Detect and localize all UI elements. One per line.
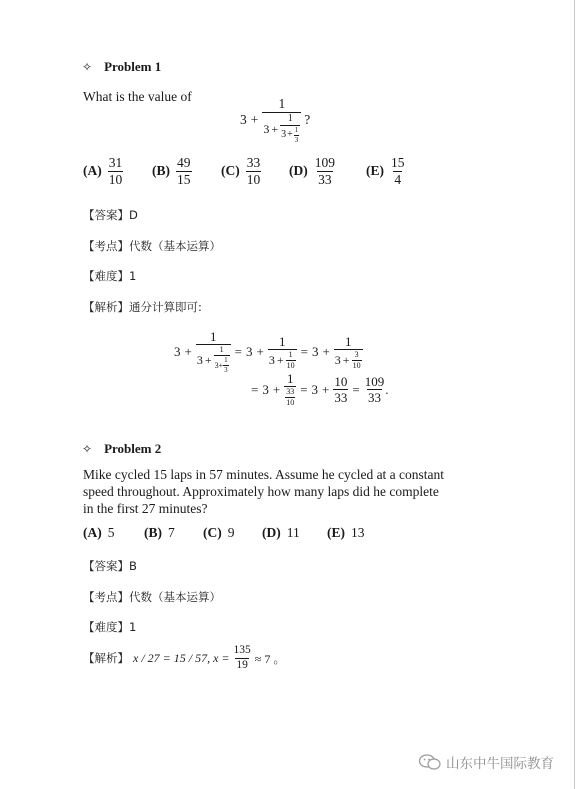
problem2-option-d[interactable]: (D) 11 [262,525,300,540]
watermark [418,752,554,772]
problem2-title: Problem 2 [104,441,162,456]
problem1-expression: 3 + 1 3 + 1 3 + $\frac{1}{3}$ ? [240,96,311,144]
problem2-option-c[interactable]: (C) 9 [203,525,235,540]
problem1-option-c[interactable]: (C) $\frac{33}{10}$ [221,155,261,187]
problem2-difficulty: 【难度】1 [83,620,137,634]
problem1-solution-line2: = 3 + $\frac{1}{\frac{33}{10}}$ = 3 + $\frac{10}{33}$ = $\frac{109}{33}$ . [251,371,389,407]
diamond-icon: ✧ [82,60,93,74]
problem1-solution-line1: 3 + 1 3 + 1 3 + $\frac{1}{3}$ = 3 + 1 3 + $\frac{1}{10}$ = 3 + 1 3 + $\frac{3}{10}$ [174,329,361,374]
problem2-question: Mike cycled 15 laps in 57 minutes. Assume he cycled at a constant speed throughout. Approximately how many laps did he complete in the first 27 minutes? [83,467,445,516]
problem2-option-e[interactable]: (E) 13 [327,525,365,540]
problem2-analysis: 【解析】 x / 27 = 15 / 57, x = $\frac{135}{19}$ ≈ 7 。 [83,644,286,671]
problem2-answer: 【答案】B [83,559,137,573]
problem1-topic: 【考点】代数（基本运算） [83,239,221,253]
problem1-header [82,58,161,76]
problem1-difficulty: 【难度】1 [83,269,137,283]
wechat-logo-icon [418,753,442,771]
problem1-option-a[interactable]: (A) $\frac{31}{10}$ [83,155,123,187]
problem1-option-e[interactable]: (E) $\frac{15}{4}$ [366,155,405,187]
problem1-question: What is the value of [83,89,192,104]
problem2-topic: 【考点】代数（基本运算） [83,590,221,604]
problem1-answer: 【答案】D [83,208,138,222]
problem1-option-b[interactable]: (B) $\frac{49}{15}$ [152,155,191,187]
problem1-title: Problem 1 [104,59,162,74]
diamond-icon: ✧ [82,442,93,456]
problem2-header [82,440,161,458]
problem2-option-b[interactable]: (B) 7 [144,525,175,540]
problem2-option-a[interactable]: (A) 5 [83,525,115,540]
watermark-text: 山东中牛国际教育 [446,756,554,772]
problem1-option-d[interactable]: (D) $\frac{109}{33}$ [289,155,335,187]
problem1-analysis-label: 【解析】通分计算即可: [83,300,202,314]
page-right-border [574,0,575,789]
